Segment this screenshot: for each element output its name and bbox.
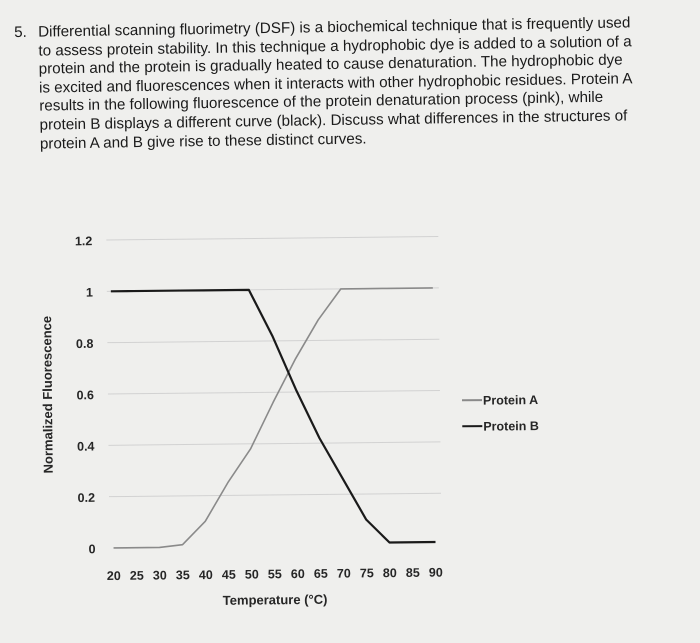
y-tick-label: 1 <box>86 285 93 299</box>
question-line: to assess protein stability. In this technique a hydrophobic dye is added to a solution of a <box>38 32 690 61</box>
x-tick-label: 25 <box>130 569 144 583</box>
x-tick-label: 75 <box>360 566 374 580</box>
x-axis-title: Temperature (°C) <box>223 592 328 608</box>
y-tick-label: 0.8 <box>76 337 94 351</box>
x-tick-label: 20 <box>107 569 121 583</box>
y-tick-label: 0 <box>89 542 96 556</box>
x-tick-label: 40 <box>199 568 213 582</box>
x-tick-label: 85 <box>406 566 420 580</box>
gridline <box>108 442 440 445</box>
x-tick-label: 70 <box>337 566 351 580</box>
legend-label: Protein B <box>483 419 539 434</box>
x-tick-label: 35 <box>176 568 190 582</box>
question-line: protein A and B give rise to these distinct curves. <box>40 125 692 154</box>
question-line: Differential scanning fluorimetry (DSF) is a biochemical technique that is frequently used <box>38 13 690 42</box>
x-tick-label: 80 <box>383 566 397 580</box>
y-tick-label: 1.2 <box>75 234 93 248</box>
x-tick-label: 50 <box>245 567 259 581</box>
question-line: protein B displays a different curve (black). Discuss what differences in the structures of <box>39 106 691 135</box>
x-tick-label: 65 <box>314 567 328 581</box>
y-tick-label: 0.4 <box>77 439 95 453</box>
x-tick-label: 45 <box>222 568 236 582</box>
gridline <box>109 493 441 496</box>
question-line: is excited and fluorescences when it interacts with other hydrophobic residues. Protein A <box>39 69 691 98</box>
y-axis-title: Normalized Fluorescence <box>39 316 56 474</box>
series-line-protein-b <box>111 288 436 545</box>
x-tick-label: 30 <box>153 568 167 582</box>
gridline <box>108 391 440 394</box>
question-number: 5. <box>14 24 40 155</box>
gridline <box>106 237 438 240</box>
y-tick-label: 0.6 <box>76 388 94 402</box>
x-tick-label: 55 <box>268 567 282 581</box>
question-line: results in the following fluorescence of the protein denaturation process (pink), while <box>39 88 691 117</box>
y-tick-label: 0.2 <box>78 491 96 505</box>
x-tick-label: 90 <box>429 566 443 580</box>
series-line-protein-a <box>111 288 436 548</box>
legend-label: Protein A <box>483 393 538 408</box>
x-tick-label: 60 <box>291 567 305 581</box>
question-line: protein and the protein is gradually heated to cause denaturation. The hydrophobic dye <box>39 51 691 80</box>
